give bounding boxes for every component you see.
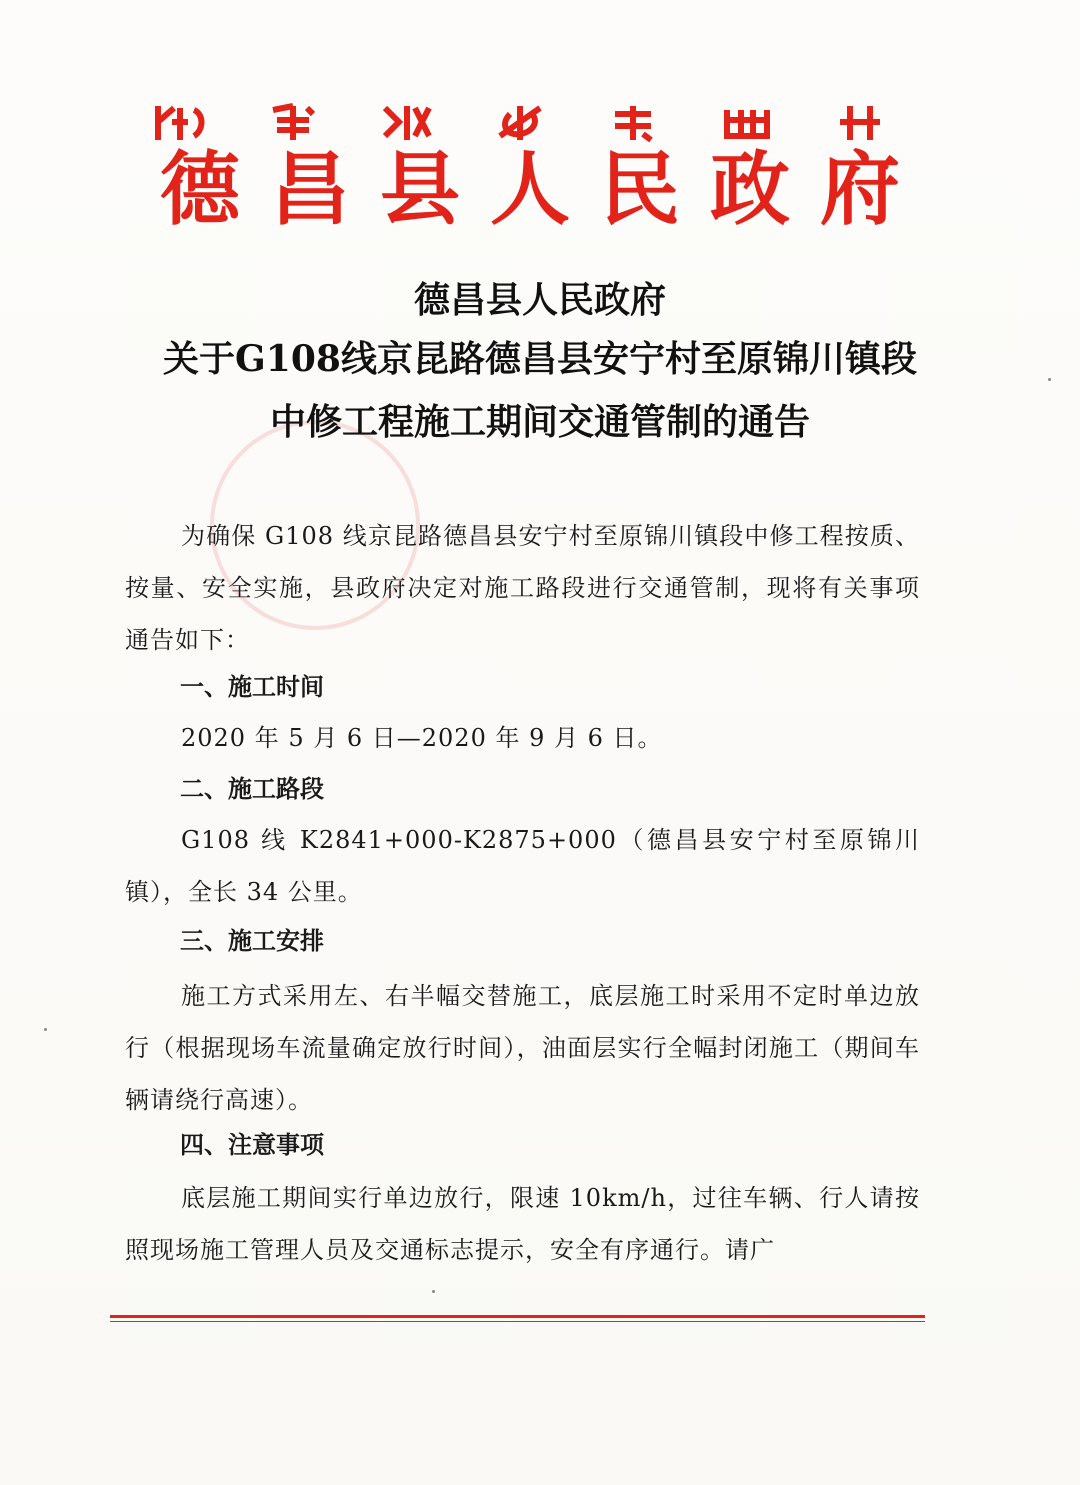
- mongolian-script-row: [150, 100, 890, 144]
- script-glyph: [717, 100, 777, 144]
- document-title-line-3: 中修工程施工期间交通管制的通告: [269, 401, 810, 443]
- scan-speck: [44, 1028, 47, 1031]
- document-title-line-2: 关于G108线京昆路德昌县安宁村至原锦川镇段: [163, 338, 917, 380]
- scan-speck: [1048, 378, 1051, 381]
- agency-char: 政: [710, 143, 790, 236]
- agency-char: 府: [820, 143, 900, 236]
- section-heading: 一、施工时间: [180, 673, 324, 701]
- script-glyph: [263, 100, 323, 144]
- section-heading: 三、施工安排: [180, 927, 324, 955]
- document-title-line-1: 德昌县人民政府: [413, 279, 666, 321]
- section-text: 2020 年 5 月 6 日—2020 年 9 月 6 日。: [181, 724, 663, 752]
- agency-char: 民: [600, 143, 680, 236]
- footer-rule: [110, 1315, 925, 1318]
- section-text: 施工方式采用左、右半幅交替施工，底层施工时采用不定时单边放行（根据现场车流量确定放行时间），油面层实行全幅封闭施工（期间车辆请绕行高速）。: [125, 982, 920, 1114]
- script-glyph: [603, 100, 663, 144]
- agency-char: 德: [160, 143, 240, 236]
- section-heading: 二、施工路段: [180, 775, 324, 803]
- scan-speck: [432, 1290, 435, 1293]
- agency-char: 县: [380, 143, 460, 236]
- agency-char: 昌: [270, 143, 350, 236]
- intro-paragraph: 为确保 G108 线京昆路德昌县安宁村至原锦川镇段中修工程按质、按量、安全实施，县政府决定对施工路段进行交通管制，现将有关事项通告如下：: [125, 522, 920, 654]
- agency-name: [150, 142, 910, 238]
- script-glyph: [490, 100, 550, 144]
- footer-rule-thin: [110, 1321, 925, 1322]
- section-text: 底层施工期间实行单边放行，限速 10km/h，过往车辆、行人请按照现场施工管理人员及交通标志提示，安全有序通行。请广: [125, 1184, 920, 1264]
- section-heading: 四、注意事项: [180, 1131, 324, 1159]
- section-text: G108 线 K2841+000-K2875+000（德昌县安宁村至原锦川镇），全长 34 公里。: [125, 826, 920, 906]
- agency-char: 人: [490, 143, 570, 236]
- script-glyph: [830, 100, 890, 144]
- script-glyph: [377, 100, 437, 144]
- script-glyph: [150, 100, 210, 144]
